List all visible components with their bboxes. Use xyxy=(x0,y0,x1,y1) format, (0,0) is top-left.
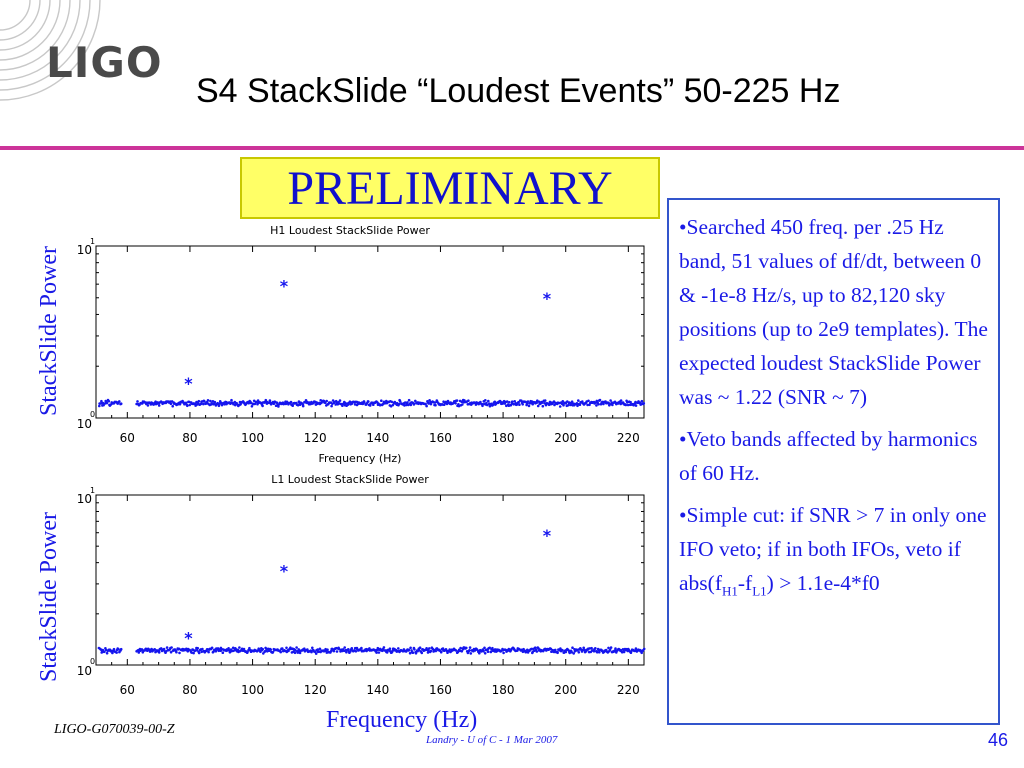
x-tick-label: 180 xyxy=(491,431,515,445)
baseline-point xyxy=(469,646,472,649)
baseline-point xyxy=(567,404,570,407)
baseline-point xyxy=(98,405,101,408)
baseline-point xyxy=(203,400,206,403)
baseline-point xyxy=(360,647,363,650)
baseline-point xyxy=(435,650,438,653)
baseline-point xyxy=(188,404,191,407)
note-cut-text-b: -f xyxy=(737,571,753,595)
baseline-point xyxy=(115,651,118,654)
baseline-point xyxy=(106,402,109,405)
x-tick-label: 100 xyxy=(241,431,265,445)
l1-y-tick-top-exp: 1 xyxy=(90,486,96,495)
baseline-point xyxy=(211,647,214,650)
baseline-point xyxy=(597,403,600,406)
baseline-point xyxy=(269,648,272,651)
baseline-point xyxy=(277,405,280,408)
note-cut-sub-h1: H1 xyxy=(721,583,738,599)
baseline-point xyxy=(201,648,204,651)
baseline-point xyxy=(484,399,487,402)
baseline-point xyxy=(207,399,210,402)
baseline-point xyxy=(595,404,598,407)
x-tick-label: 120 xyxy=(303,431,327,445)
note-cut-text-c: ) > 1.1e-4*f0 xyxy=(766,571,880,595)
l1-y-tick-top: 10 xyxy=(76,492,92,506)
baseline-point xyxy=(425,405,428,408)
l1-plot-title: L1 Loudest StackSlide Power xyxy=(271,473,429,486)
baseline-point xyxy=(343,646,346,649)
x-tick-label: 220 xyxy=(616,683,640,697)
baseline-point xyxy=(186,405,189,408)
baseline-point xyxy=(434,404,437,407)
baseline-point xyxy=(311,647,314,650)
baseline-point xyxy=(536,650,539,653)
baseline-point xyxy=(635,647,638,650)
baseline-point xyxy=(397,647,400,650)
baseline-point xyxy=(315,652,318,655)
baseline-point xyxy=(294,652,297,655)
note-simple-cut xyxy=(679,498,988,600)
h1-y-tick-bottom-exp: 0 xyxy=(90,410,96,419)
note-cut-sub-l1: L1 xyxy=(752,583,767,599)
y-axis-label-bottom: StackSlide Power xyxy=(36,512,62,682)
baseline-point xyxy=(147,404,150,407)
baseline-point xyxy=(281,647,284,650)
baseline-point xyxy=(345,651,348,654)
baseline-point xyxy=(299,652,302,655)
baseline-point xyxy=(389,647,392,650)
baseline-point xyxy=(170,646,173,649)
baseline-point xyxy=(408,649,411,652)
baseline-point xyxy=(415,652,418,655)
baseline-point xyxy=(302,405,305,408)
baseline-point xyxy=(279,651,282,654)
baseline-point xyxy=(428,647,431,650)
baseline-point xyxy=(643,648,646,651)
outlier-point: * xyxy=(542,526,552,546)
baseline-point xyxy=(166,646,169,649)
baseline-point xyxy=(518,403,521,406)
h1-plot xyxy=(77,224,645,465)
baseline-point xyxy=(325,400,328,403)
header-divider xyxy=(0,146,1024,150)
baseline-point xyxy=(559,405,562,408)
ligo-logo: LIGO xyxy=(46,38,163,87)
baseline-point xyxy=(579,403,582,406)
baseline-point xyxy=(528,405,531,408)
h1-y-tick-top-exp: 1 xyxy=(90,237,96,246)
x-tick-label: 160 xyxy=(429,683,452,697)
x-tick-label: 140 xyxy=(366,683,390,697)
h1-y-tick-bottom: 10 xyxy=(76,417,92,431)
baseline-point xyxy=(251,405,254,408)
x-tick-label: 160 xyxy=(429,431,452,445)
baseline-point xyxy=(623,651,626,654)
baseline-point xyxy=(502,652,505,655)
baseline-point xyxy=(587,400,590,403)
h1-plot-title: H1 Loudest StackSlide Power xyxy=(270,224,430,237)
baseline-point xyxy=(561,649,564,652)
baseline-point xyxy=(461,403,464,406)
baseline-point xyxy=(230,399,233,402)
baseline-point xyxy=(351,647,354,650)
baseline-point xyxy=(614,647,617,650)
baseline-point xyxy=(163,648,166,651)
baseline-point xyxy=(171,405,174,408)
x-tick-label: 100 xyxy=(241,683,265,697)
baseline-point xyxy=(643,402,646,405)
baseline-point xyxy=(120,648,123,651)
outlier-point: * xyxy=(184,373,193,393)
baseline-point xyxy=(158,404,161,407)
baseline-point xyxy=(202,403,205,406)
baseline-point xyxy=(209,400,212,403)
x-tick-label: 140 xyxy=(366,431,390,445)
baseline-point xyxy=(285,647,288,650)
baseline-point xyxy=(511,400,514,403)
preliminary-stamp: PRELIMINARY xyxy=(240,157,660,219)
h1-y-tick-top: 10 xyxy=(76,243,92,257)
baseline-point xyxy=(419,646,422,649)
baseline-point xyxy=(214,401,217,404)
baseline-point xyxy=(521,403,524,406)
baseline-point xyxy=(291,404,294,407)
baseline-point xyxy=(412,651,415,654)
baseline-point xyxy=(367,400,370,403)
h1-x-axis-title: Frequency (Hz) xyxy=(318,452,402,465)
baseline-point xyxy=(594,647,597,650)
x-tick-label: 180 xyxy=(491,683,515,697)
baseline-point xyxy=(136,400,139,403)
baseline-point xyxy=(383,646,386,649)
x-tick-label: 200 xyxy=(554,683,578,697)
notes-box xyxy=(667,198,1000,725)
baseline-point xyxy=(598,651,601,654)
baseline-point xyxy=(508,401,511,404)
baseline-point xyxy=(398,403,401,406)
baseline-point xyxy=(610,646,613,649)
y-axis-label-top: StackSlide Power xyxy=(36,246,62,416)
outlier-point: * xyxy=(279,276,289,296)
x-tick-label: 60 xyxy=(119,683,135,697)
outlier-point: * xyxy=(542,288,552,308)
baseline-point xyxy=(484,652,487,655)
baseline-point xyxy=(487,650,490,653)
baseline-point xyxy=(487,400,490,403)
baseline-point xyxy=(196,647,199,650)
stackslide-plots xyxy=(66,218,656,708)
baseline-point xyxy=(170,403,173,406)
baseline-point xyxy=(106,652,109,655)
baseline-point xyxy=(635,404,638,407)
baseline-point xyxy=(481,405,484,408)
baseline-point xyxy=(336,650,339,653)
l1-plot-frame xyxy=(96,495,644,665)
baseline-point xyxy=(295,646,298,649)
baseline-point xyxy=(544,399,547,402)
outlier-point: * xyxy=(184,628,193,648)
x-tick-label: 220 xyxy=(616,431,640,445)
baseline-point xyxy=(158,651,161,654)
baseline-point xyxy=(355,650,358,653)
document-id: LIGO-G070039-00-Z xyxy=(54,722,175,737)
baseline-point xyxy=(175,651,178,654)
slide-title: S4 StackSlide “Loudest Events” 50-225 Hz xyxy=(196,72,841,110)
baseline-point xyxy=(454,402,457,405)
baseline-point xyxy=(410,404,413,407)
baseline-point xyxy=(178,652,181,655)
baseline-point xyxy=(599,399,602,402)
x-tick-label: 200 xyxy=(554,431,578,445)
baseline-point xyxy=(413,648,416,651)
baseline-point xyxy=(482,650,485,653)
baseline-point xyxy=(269,399,272,402)
h1-plot-frame xyxy=(96,246,644,418)
l1-y-tick-bottom: 10 xyxy=(76,664,92,678)
baseline-point xyxy=(326,648,329,651)
baseline-point xyxy=(577,399,580,402)
baseline-point xyxy=(483,647,486,650)
baseline-point xyxy=(468,649,471,652)
note-veto-bands: •Veto bands affected by harmonics of 60 Hz. xyxy=(679,427,978,485)
baseline-point xyxy=(261,648,264,651)
baseline-point xyxy=(467,399,470,402)
baseline-point xyxy=(198,400,201,403)
baseline-point xyxy=(620,399,623,402)
footer-credit: Landry - U of C - 1 Mar 2007 xyxy=(426,734,558,746)
baseline-point xyxy=(556,652,559,655)
baseline-point xyxy=(440,651,443,654)
frequency-axis-label: Frequency (Hz) xyxy=(326,707,478,733)
baseline-point xyxy=(120,402,123,405)
baseline-point xyxy=(339,399,342,402)
baseline-point xyxy=(409,647,412,650)
baseline-point xyxy=(375,651,378,654)
baseline-point xyxy=(578,651,581,654)
note-cut-text-a: •Simple cut: if SNR > 7 in only one IFO veto; if in both IFOs, veto if abs(f xyxy=(679,503,987,595)
baseline-point xyxy=(113,648,116,651)
page-number: 46 xyxy=(988,730,1009,750)
baseline-point xyxy=(380,399,383,402)
baseline-point xyxy=(330,405,333,408)
baseline-point xyxy=(406,401,409,404)
baseline-point xyxy=(640,652,643,655)
baseline-point xyxy=(609,399,612,402)
baseline-point xyxy=(465,647,468,650)
baseline-point xyxy=(590,647,593,650)
baseline-point xyxy=(456,399,459,402)
x-tick-label: 120 xyxy=(303,683,327,697)
outlier-point: * xyxy=(279,561,289,581)
baseline-point xyxy=(408,399,411,402)
l1-plot xyxy=(77,473,646,697)
l1-y-tick-bottom-exp: 0 xyxy=(90,657,96,666)
baseline-point xyxy=(413,403,416,406)
baseline-point xyxy=(378,651,381,654)
x-tick-label: 80 xyxy=(182,431,198,445)
x-tick-label: 80 xyxy=(182,683,198,697)
baseline-point xyxy=(625,404,628,407)
baseline-point xyxy=(641,400,644,403)
baseline-point xyxy=(222,651,225,654)
x-tick-label: 60 xyxy=(119,431,135,445)
baseline-point xyxy=(430,650,433,653)
baseline-point xyxy=(542,405,545,408)
baseline-point xyxy=(118,400,121,403)
baseline-point xyxy=(478,652,481,655)
baseline-point xyxy=(261,405,264,408)
baseline-point xyxy=(290,401,293,404)
note-search-parameters: •Searched 450 freq. per .25 Hz band, 51 values of df/dt, between 0 & -1e-8 Hz/s, up to 82,120 sky positions (up to 2e9 templates). The expected loudest StackSlide Power was ~ 1.22 (SNR ~ 7) xyxy=(679,215,988,409)
baseline-point xyxy=(192,652,195,655)
baseline-point xyxy=(421,652,424,655)
baseline-point xyxy=(470,652,473,655)
baseline-point xyxy=(108,400,111,403)
baseline-point xyxy=(198,652,201,655)
baseline-point xyxy=(238,646,241,649)
baseline-point xyxy=(207,651,210,654)
